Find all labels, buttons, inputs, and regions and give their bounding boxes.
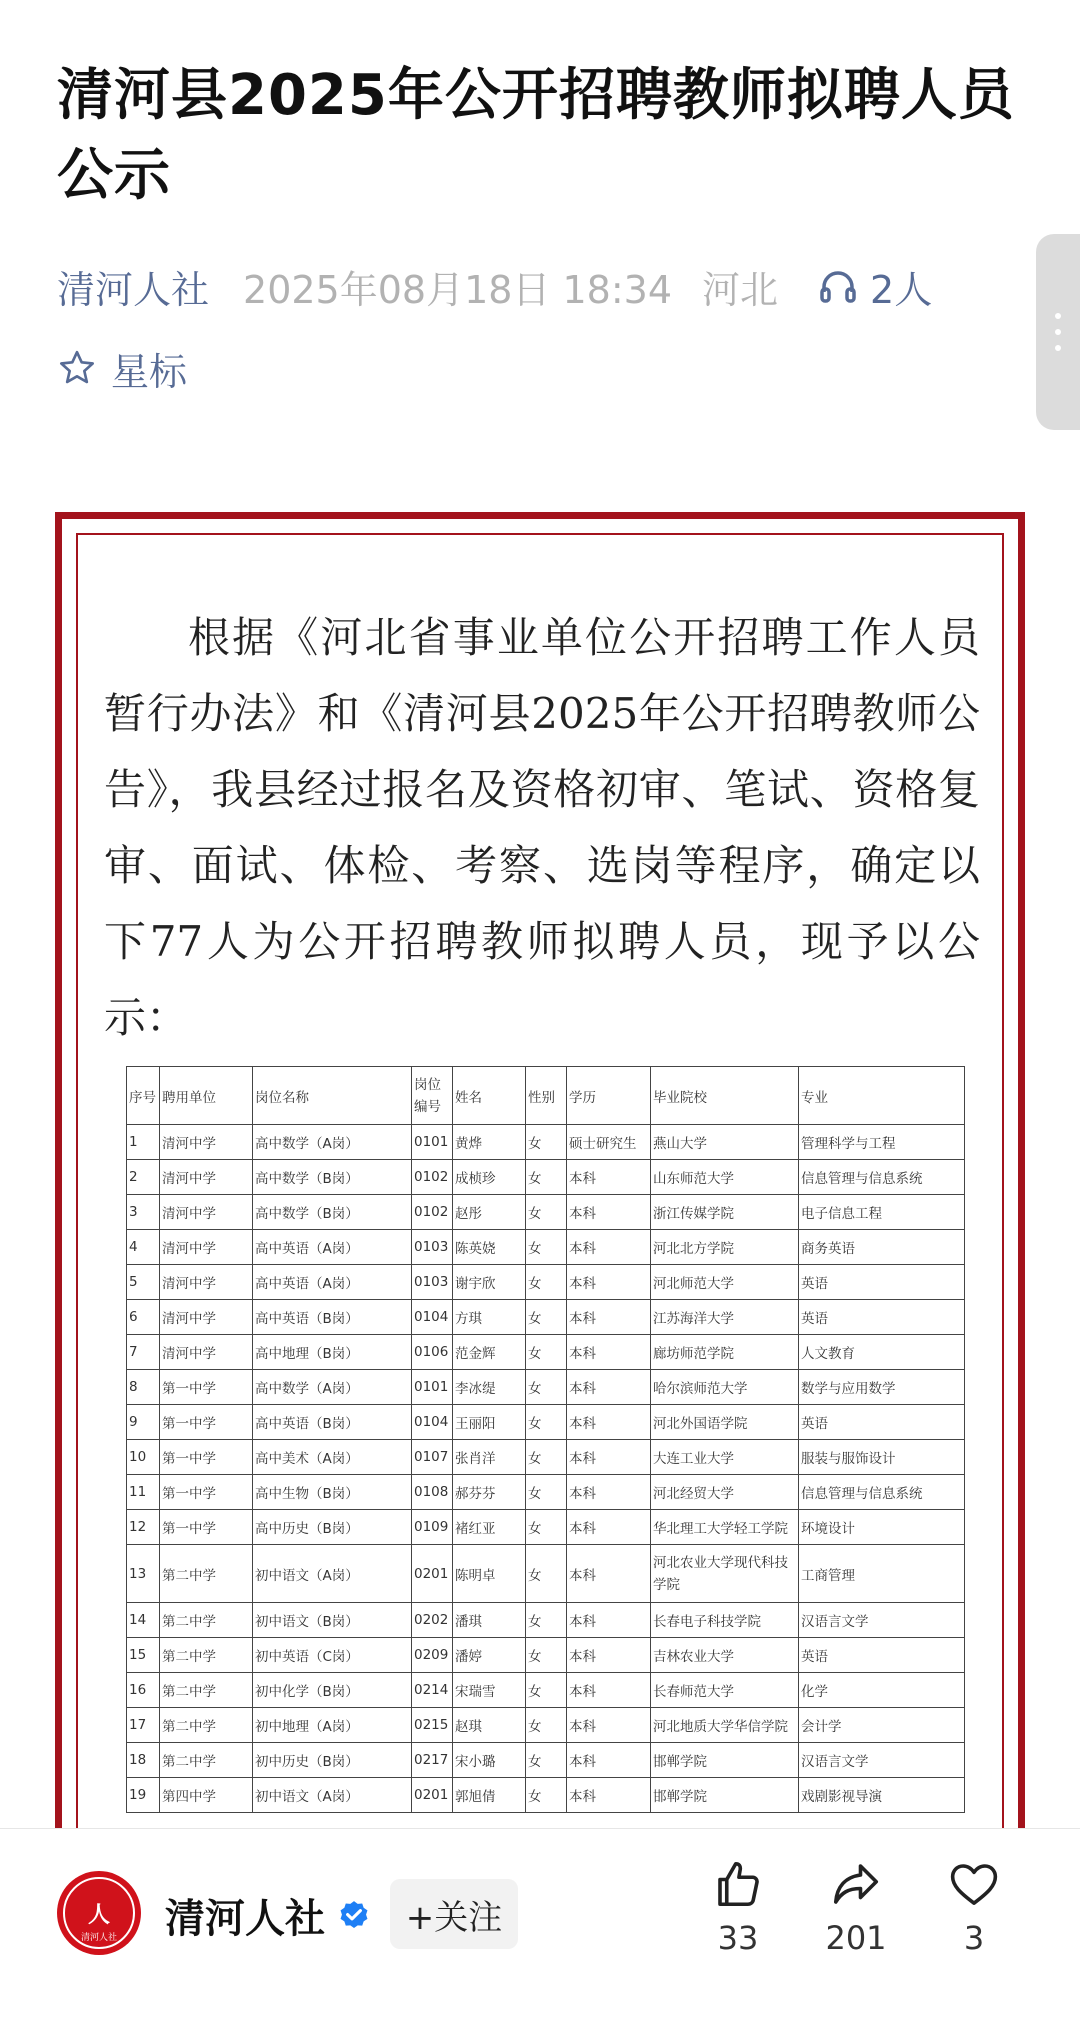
- table-cell: 方琪: [453, 1300, 526, 1335]
- table-cell: 初中化学（B岗）: [253, 1673, 412, 1708]
- table-cell: 河北外国语学院: [651, 1405, 799, 1440]
- table-cell: 17: [127, 1708, 160, 1743]
- table-cell: 11: [127, 1475, 160, 1510]
- table-cell: 0103: [412, 1230, 453, 1265]
- table-cell: 本科: [567, 1510, 651, 1545]
- footer-account-label: 清河人社: [165, 1896, 325, 1942]
- table-cell: 初中地理（A岗）: [253, 1708, 412, 1743]
- table-cell: 环境设计: [799, 1510, 965, 1545]
- star-icon: [57, 348, 97, 388]
- table-cell: 0102: [412, 1160, 453, 1195]
- col-header: 学历: [567, 1067, 651, 1125]
- table-cell: 山东师范大学: [651, 1160, 799, 1195]
- share-count: 201: [825, 1919, 887, 1957]
- table-cell: 本科: [567, 1603, 651, 1638]
- table-cell: 0209: [412, 1638, 453, 1673]
- table-row: [127, 1265, 965, 1300]
- table-cell: 女: [526, 1778, 567, 1813]
- table-cell: 15: [127, 1638, 160, 1673]
- table-row: [127, 1638, 965, 1673]
- table-cell: 0214: [412, 1673, 453, 1708]
- table-cell: 张肖洋: [453, 1440, 526, 1475]
- table-cell: 女: [526, 1475, 567, 1510]
- table-row: [127, 1335, 965, 1370]
- like-button[interactable]: [688, 1857, 788, 1957]
- table-cell: 清河中学: [160, 1230, 253, 1265]
- table-cell: 廊坊师范学院: [651, 1335, 799, 1370]
- table-cell: 第二中学: [160, 1708, 253, 1743]
- table-cell: 宋小璐: [453, 1743, 526, 1778]
- table-cell: 0202: [412, 1603, 453, 1638]
- table-cell: 高中数学（A岗）: [253, 1125, 412, 1160]
- table-cell: 19: [127, 1778, 160, 1813]
- table-row: [127, 1603, 965, 1638]
- col-header: 聘用单位: [160, 1067, 253, 1125]
- table-cell: 服装与服饰设计: [799, 1440, 965, 1475]
- table-cell: 高中历史（B岗）: [253, 1510, 412, 1545]
- table-cell: 宋瑞雪: [453, 1673, 526, 1708]
- table-cell: 李冰缇: [453, 1370, 526, 1405]
- table-cell: 初中语文（A岗）: [253, 1778, 412, 1813]
- table-cell: 本科: [567, 1743, 651, 1778]
- table-cell: 16: [127, 1673, 160, 1708]
- table-cell: 本科: [567, 1300, 651, 1335]
- table-cell: 陈英娆: [453, 1230, 526, 1265]
- table-cell: 女: [526, 1265, 567, 1300]
- table-cell: 高中英语（B岗）: [253, 1300, 412, 1335]
- favorite-button[interactable]: [924, 1857, 1024, 1957]
- table-cell: 人文教育: [799, 1335, 965, 1370]
- article-title: 清河县2025年公开招聘教师拟聘人员公示: [57, 63, 1015, 208]
- table-cell: 河北地质大学华信学院: [651, 1708, 799, 1743]
- follow-button[interactable]: +关注: [390, 1879, 518, 1949]
- table-cell: 华北理工大学轻工学院: [651, 1510, 799, 1545]
- table-cell: 信息管理与信息系统: [799, 1475, 965, 1510]
- table-cell: 第一中学: [160, 1440, 253, 1475]
- table-cell: 初中语文（B岗）: [253, 1603, 412, 1638]
- table-cell: 第一中学: [160, 1510, 253, 1545]
- table-cell: 女: [526, 1603, 567, 1638]
- table-cell: 本科: [567, 1230, 651, 1265]
- table-cell: 0108: [412, 1475, 453, 1510]
- star-label: 星标: [111, 349, 188, 394]
- table-cell: 0101: [412, 1370, 453, 1405]
- table-cell: 本科: [567, 1638, 651, 1673]
- col-header: 岗位名称: [253, 1067, 412, 1125]
- table-cell: 第二中学: [160, 1673, 253, 1708]
- table-cell: 本科: [567, 1475, 651, 1510]
- table-cell: 12: [127, 1510, 160, 1545]
- col-header: 姓名: [453, 1067, 526, 1125]
- table-cell: 4: [127, 1230, 160, 1265]
- table-cell: 女: [526, 1405, 567, 1440]
- table-cell: 汉语言文学: [799, 1603, 965, 1638]
- table-cell: 河北农业大学现代科技学院: [651, 1545, 799, 1603]
- table-cell: 6: [127, 1300, 160, 1335]
- table-header-row: [127, 1067, 965, 1125]
- table-cell: 清河中学: [160, 1195, 253, 1230]
- table-cell: 浙江传媒学院: [651, 1195, 799, 1230]
- table-cell: 河北北方学院: [651, 1230, 799, 1265]
- side-more-handle[interactable]: [1036, 234, 1080, 430]
- table-row: [127, 1743, 965, 1778]
- table-cell: 本科: [567, 1673, 651, 1708]
- share-arrow-icon: [829, 1857, 883, 1911]
- table-cell: 管理科学与工程: [799, 1125, 965, 1160]
- table-cell: 高中地理（B岗）: [253, 1335, 412, 1370]
- table-cell: 清河中学: [160, 1335, 253, 1370]
- table-cell: 长春师范大学: [651, 1673, 799, 1708]
- table-cell: 谢宇欣: [453, 1265, 526, 1300]
- table-cell: 女: [526, 1335, 567, 1370]
- table-cell: 范金辉: [453, 1335, 526, 1370]
- listen-button[interactable]: [818, 259, 932, 314]
- table-cell: 14: [127, 1603, 160, 1638]
- col-header: 序号: [127, 1067, 160, 1125]
- table-cell: 1: [127, 1125, 160, 1160]
- table-cell: 女: [526, 1440, 567, 1475]
- table-row: [127, 1545, 965, 1603]
- col-header: 岗位编号: [412, 1067, 453, 1125]
- table-cell: 潘婷: [453, 1638, 526, 1673]
- table-cell: 0201: [412, 1778, 453, 1813]
- listener-count: 2人: [870, 267, 933, 312]
- table-cell: 女: [526, 1545, 567, 1603]
- table-row: [127, 1440, 965, 1475]
- publish-date: 2025年08月18日 18:34: [243, 267, 673, 312]
- footer-account-name[interactable]: [165, 1887, 371, 1944]
- table-cell: 英语: [799, 1300, 965, 1335]
- table-cell: 本科: [567, 1195, 651, 1230]
- table-cell: 清河中学: [160, 1265, 253, 1300]
- account-avatar[interactable]: [57, 1871, 141, 1955]
- verified-icon: [337, 1899, 371, 1933]
- table-cell: 8: [127, 1370, 160, 1405]
- table-cell: 第二中学: [160, 1545, 253, 1603]
- avatar-logo-icon: 人: [87, 1902, 110, 1928]
- table-cell: 高中数学（B岗）: [253, 1195, 412, 1230]
- table-cell: 英语: [799, 1638, 965, 1673]
- table-cell: 邯郸学院: [651, 1743, 799, 1778]
- table-cell: 王丽阳: [453, 1405, 526, 1440]
- table-row: [127, 1475, 965, 1510]
- table-cell: 女: [526, 1510, 567, 1545]
- table-cell: 初中英语（C岗）: [253, 1638, 412, 1673]
- table-cell: 赵彤: [453, 1195, 526, 1230]
- table-cell: 会计学: [799, 1708, 965, 1743]
- table-cell: 大连工业大学: [651, 1440, 799, 1475]
- table-cell: 女: [526, 1300, 567, 1335]
- table-cell: 清河中学: [160, 1160, 253, 1195]
- table-cell: 汉语言文学: [799, 1743, 965, 1778]
- table-cell: 女: [526, 1638, 567, 1673]
- table-cell: 2: [127, 1160, 160, 1195]
- table-cell: 女: [526, 1743, 567, 1778]
- table-cell: 工商管理: [799, 1545, 965, 1603]
- table-cell: 10: [127, 1440, 160, 1475]
- table-row: [127, 1300, 965, 1335]
- table-cell: 7: [127, 1335, 160, 1370]
- headphones-icon: [818, 268, 858, 304]
- table-cell: 电子信息工程: [799, 1195, 965, 1230]
- table-cell: 女: [526, 1160, 567, 1195]
- table-cell: 初中历史（B岗）: [253, 1743, 412, 1778]
- table-cell: 本科: [567, 1545, 651, 1603]
- table-cell: 本科: [567, 1265, 651, 1300]
- favorite-count: 3: [963, 1919, 985, 1957]
- table-cell: 英语: [799, 1265, 965, 1300]
- table-cell: 女: [526, 1230, 567, 1265]
- table-cell: 第一中学: [160, 1405, 253, 1440]
- table-cell: 化学: [799, 1673, 965, 1708]
- table-cell: 戏剧影视导演: [799, 1778, 965, 1813]
- table-cell: 英语: [799, 1405, 965, 1440]
- table-row: [127, 1370, 965, 1405]
- table-cell: 潘琪: [453, 1603, 526, 1638]
- table-cell: 第二中学: [160, 1743, 253, 1778]
- thumbs-up-icon: [711, 1857, 765, 1911]
- table-row: [127, 1510, 965, 1545]
- avatar-text: 清河人社: [80, 1933, 117, 1943]
- table-cell: 河北经贸大学: [651, 1475, 799, 1510]
- table-row: [127, 1195, 965, 1230]
- table-cell: 清河中学: [160, 1300, 253, 1335]
- table-cell: 本科: [567, 1335, 651, 1370]
- table-cell: 陈明卓: [453, 1545, 526, 1603]
- table-cell: 0102: [412, 1195, 453, 1230]
- table-cell: 黄烨: [453, 1125, 526, 1160]
- table-cell: 0104: [412, 1300, 453, 1335]
- table-cell: 邯郸学院: [651, 1778, 799, 1813]
- table-cell: 女: [526, 1673, 567, 1708]
- table-cell: 硕士研究生: [567, 1125, 651, 1160]
- table-cell: 数学与应用数学: [799, 1370, 965, 1405]
- table-cell: 0107: [412, 1440, 453, 1475]
- table-cell: 0109: [412, 1510, 453, 1545]
- table-cell: 郭旭倩: [453, 1778, 526, 1813]
- table-cell: 郝芬芬: [453, 1475, 526, 1510]
- table-cell: 高中英语（B岗）: [253, 1405, 412, 1440]
- table-cell: 0201: [412, 1545, 453, 1603]
- col-header: 毕业院校: [651, 1067, 799, 1125]
- table-cell: 高中数学（B岗）: [253, 1160, 412, 1195]
- table-cell: 高中英语（A岗）: [253, 1230, 412, 1265]
- table-cell: 清河中学: [160, 1125, 253, 1160]
- table-cell: 第四中学: [160, 1778, 253, 1813]
- table-cell: 高中数学（A岗）: [253, 1370, 412, 1405]
- table-cell: 0101: [412, 1125, 453, 1160]
- table-cell: 本科: [567, 1405, 651, 1440]
- table-row: [127, 1708, 965, 1743]
- table-cell: 高中英语（A岗）: [253, 1265, 412, 1300]
- col-header: 专业: [799, 1067, 965, 1125]
- table-cell: 第一中学: [160, 1475, 253, 1510]
- table-cell: 0106: [412, 1335, 453, 1370]
- table-cell: 初中语文（A岗）: [253, 1545, 412, 1603]
- table-cell: 本科: [567, 1440, 651, 1475]
- like-count: 33: [717, 1919, 759, 1957]
- table-cell: 成桢珍: [453, 1160, 526, 1195]
- table-row: [127, 1160, 965, 1195]
- star-button[interactable]: [57, 340, 187, 396]
- table-row: [127, 1778, 965, 1813]
- table-cell: 本科: [567, 1160, 651, 1195]
- table-cell: 商务英语: [799, 1230, 965, 1265]
- table-cell: 3: [127, 1195, 160, 1230]
- table-cell: 第二中学: [160, 1603, 253, 1638]
- table-cell: 0103: [412, 1265, 453, 1300]
- table-cell: 河北师范大学: [651, 1265, 799, 1300]
- article-paragraph: 根据《河北省事业单位公开招聘工作人员暂行办法》和《清河县2025年公开招聘教师公告》，我县经过报名及资格初审、笔试、资格复审、面试、体检、考察、选岗等程序，确定以下77人为公开招聘教师拟聘人员，现予以公示：: [104, 613, 980, 1042]
- table-cell: 燕山大学: [651, 1125, 799, 1160]
- table-cell: 长春电子科技学院: [651, 1603, 799, 1638]
- table-cell: 本科: [567, 1708, 651, 1743]
- table-cell: 女: [526, 1125, 567, 1160]
- table-row: [127, 1125, 965, 1160]
- table-cell: 第一中学: [160, 1370, 253, 1405]
- table-cell: 9: [127, 1405, 160, 1440]
- table-cell: 高中美术（A岗）: [253, 1440, 412, 1475]
- table-cell: 高中生物（B岗）: [253, 1475, 412, 1510]
- table-cell: 5: [127, 1265, 160, 1300]
- share-button[interactable]: [806, 1857, 906, 1957]
- table-row: [127, 1230, 965, 1265]
- table-cell: 褚红亚: [453, 1510, 526, 1545]
- table-cell: 女: [526, 1195, 567, 1230]
- table-cell: 本科: [567, 1370, 651, 1405]
- account-link[interactable]: 清河人社: [57, 267, 210, 312]
- table-row: [127, 1405, 965, 1440]
- col-header: 性别: [526, 1067, 567, 1125]
- table-cell: 女: [526, 1708, 567, 1743]
- bottom-action-bar: [0, 1828, 1080, 2030]
- table-cell: 0104: [412, 1405, 453, 1440]
- article-meta: [57, 258, 932, 314]
- heart-icon: [947, 1857, 1001, 1911]
- table-cell: 18: [127, 1743, 160, 1778]
- table-cell: 0217: [412, 1743, 453, 1778]
- table-cell: 13: [127, 1545, 160, 1603]
- table-row: [127, 1673, 965, 1708]
- table-cell: 信息管理与信息系统: [799, 1160, 965, 1195]
- publish-region: 河北: [702, 267, 779, 312]
- hire-list-table: [126, 1066, 964, 1813]
- table-cell: 女: [526, 1370, 567, 1405]
- table-cell: 0215: [412, 1708, 453, 1743]
- table-cell: 吉林农业大学: [651, 1638, 799, 1673]
- table-cell: 本科: [567, 1778, 651, 1813]
- table-cell: 哈尔滨师范大学: [651, 1370, 799, 1405]
- table-cell: 赵琪: [453, 1708, 526, 1743]
- table-cell: 第二中学: [160, 1638, 253, 1673]
- table-cell: 江苏海洋大学: [651, 1300, 799, 1335]
